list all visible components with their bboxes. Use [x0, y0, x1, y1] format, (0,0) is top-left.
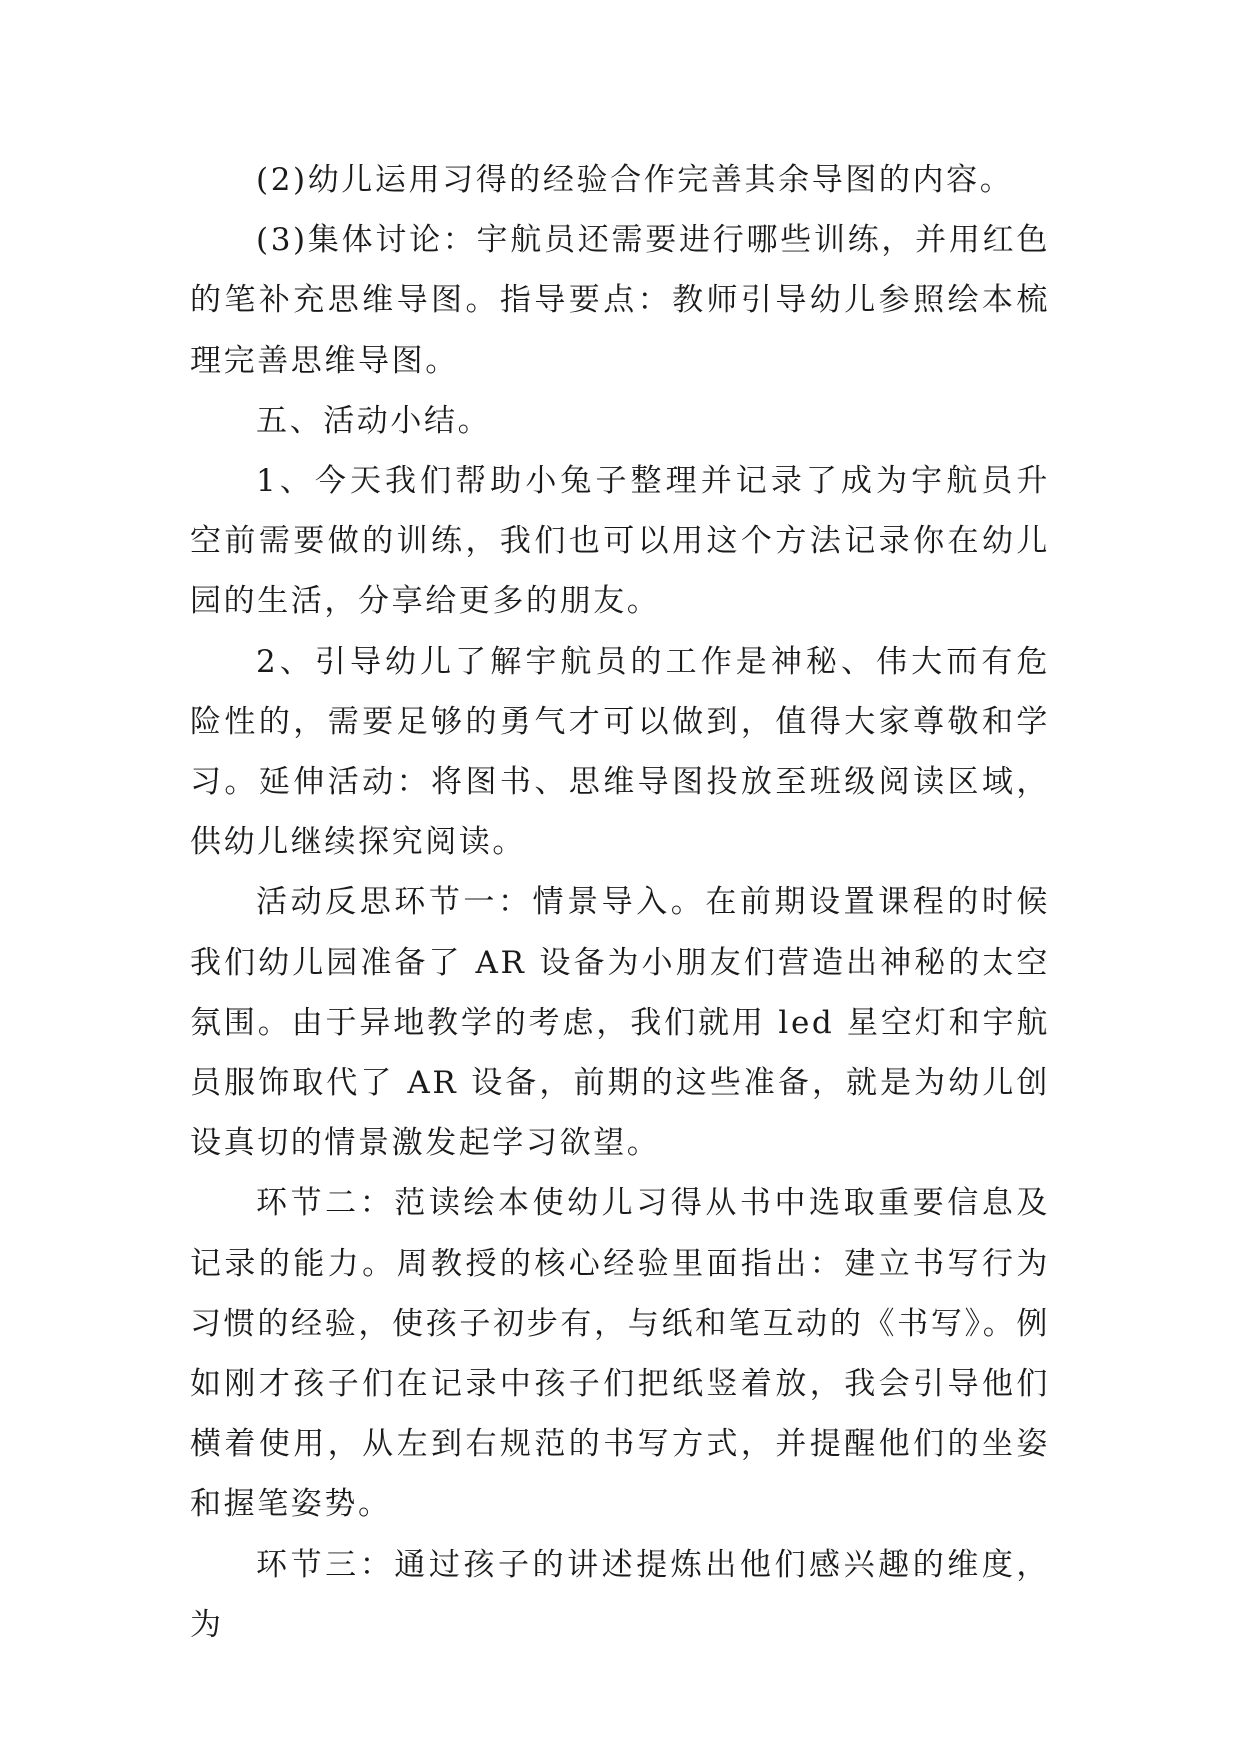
- paragraph-task-3: (3)集体讨论：宇航员还需要进行哪些训练，并用红色的笔补充思维导图。指导要点：教师引导幼儿参照绘本梳理完善思维导图。: [190, 222, 1050, 379]
- paragraph-reflection-2: 环节二：范读绘本使幼儿习得从书中选取重要信息及记录的能力。周教授的核心经验里面指出：建立书写行为习惯的经验，使孩子初步有，与纸和笔互动的《书写》。例如刚才孩子们在记录中孩子们把纸竖着放，我会引导他们横着使用，从左到右规范的书写方式，并提醒他们的坐姿和握笔姿势。: [190, 1185, 1050, 1523]
- paragraph-summary-2: 2、引导幼儿了解宇航员的工作是神秘、伟大而有危险性的，需要足够的勇气才可以做到，值得大家尊敬和学习。延伸活动：将图书、思维导图投放至班级阅读区域，供幼儿继续探究阅读。: [190, 643, 1050, 861]
- paragraph-task-2: (2)幼儿运用习得的经验合作完善其余导图的内容。: [256, 162, 1014, 198]
- paragraph-summary-1: 1、今天我们帮助小兔子整理并记录了成为宇航员升空前需要做的训练，我们也可以用这个方法记录你在幼儿园的生活，分享给更多的朋友。: [190, 463, 1050, 620]
- document-body: [190, 150, 1050, 1655]
- section-heading-summary: 五、活动小结。: [256, 402, 492, 439]
- paragraph-reflection-1: 活动反思环节一：情景导入。在前期设置课程的时候我们幼儿园准备了 AR 设备为小朋友们营造出神秘的太空氛围。由于异地教学的考虑，我们就用 led 星空灯和宇航员服饰取代了 AR 设备，前期的这些准备，就是为幼儿创设真切的情景激发起学习欲望。: [190, 884, 1050, 1162]
- paragraph-reflection-3: 环节三：通过孩子的讲述提炼出他们感兴趣的维度，为: [190, 1546, 1050, 1643]
